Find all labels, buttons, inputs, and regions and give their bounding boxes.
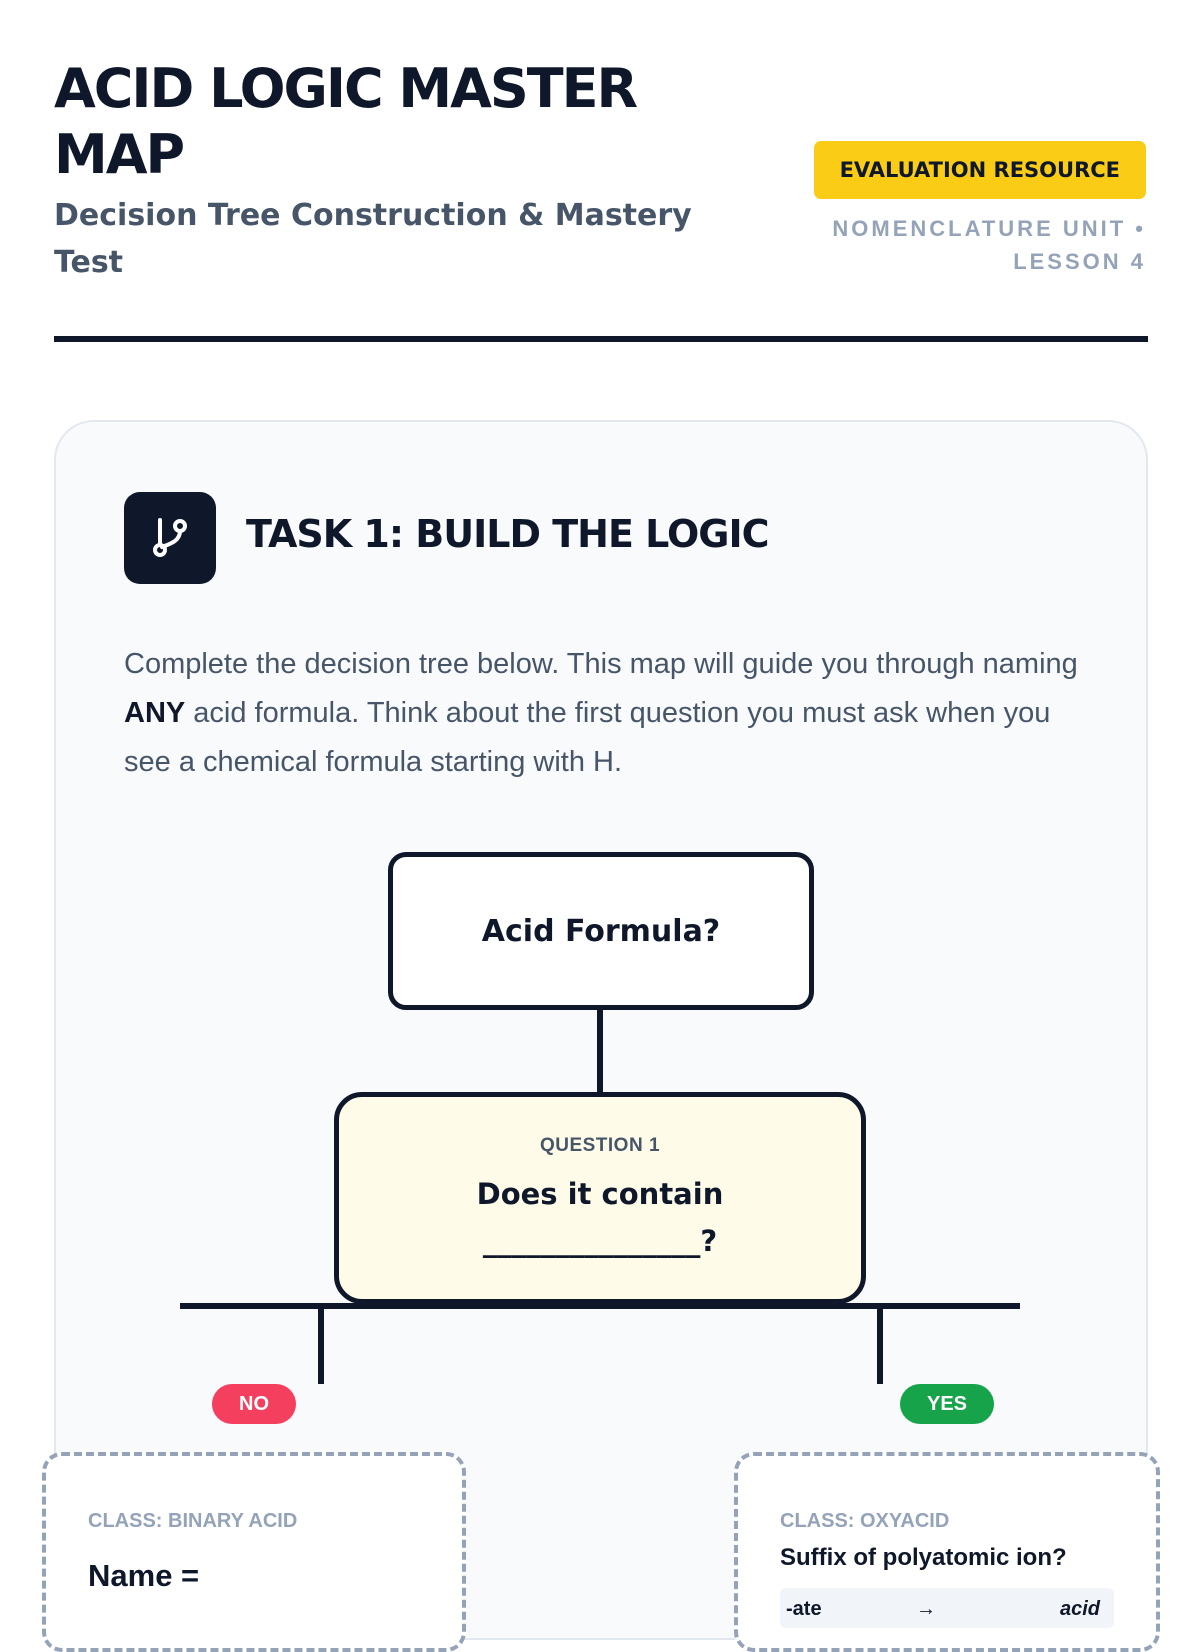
- connector-start-question: [597, 1010, 603, 1094]
- header-divider: [54, 336, 1148, 342]
- binary-acid-box: [42, 1452, 466, 1652]
- evaluation-badge: EVALUATION RESOURCE: [814, 141, 1146, 199]
- connector-yes: [877, 1306, 883, 1384]
- branch-connector: [180, 1303, 1020, 1309]
- binary-acid-class-label: CLASS: BINARY ACID: [88, 1510, 298, 1532]
- intro-text-start: Complete the decision tree below. This map will guide you through naming: [124, 648, 1078, 680]
- page-header: [54, 56, 1146, 342]
- unit-lesson-label: [806, 212, 1146, 278]
- lesson-label: LESSON 4: [1013, 249, 1146, 274]
- question-label: QUESTION 1: [539, 1135, 661, 1156]
- suffix-rule-row: [780, 1588, 1114, 1628]
- task-title: TASK 1: BUILD THE LOGIC: [246, 512, 769, 556]
- intro-emphasis: ANY: [124, 697, 186, 729]
- no-pill: NO: [212, 1384, 296, 1424]
- page-title: ACID LOGIC MASTER MAP: [54, 57, 637, 186]
- yes-pill: YES: [900, 1384, 994, 1424]
- question-node: [334, 1092, 866, 1304]
- suffix-to: acid: [1060, 1598, 1101, 1620]
- git-branch-icon: [124, 492, 216, 584]
- question-text: [339, 1171, 861, 1265]
- oxyacid-question: Suffix of polyatomic ion?: [780, 1544, 1067, 1571]
- oxyacid-class-label: CLASS: OXYACID: [780, 1510, 950, 1532]
- unit-label: NOMENCLATURE UNIT •: [832, 216, 1146, 241]
- question-blank: _______________?: [482, 1224, 718, 1258]
- connector-no: [318, 1306, 324, 1384]
- arrow-right-icon: →: [916, 1598, 936, 1620]
- binary-acid-name: Name =: [88, 1558, 200, 1593]
- oxyacid-box: [734, 1452, 1160, 1652]
- page-subtitle: Decision Tree Construction & Mastery Test: [54, 198, 692, 280]
- question-line-1: Does it contain: [476, 1177, 724, 1211]
- task-instructions: [124, 640, 1084, 787]
- start-node: Acid Formula?: [388, 852, 814, 1010]
- suffix-from: -ate: [786, 1598, 822, 1620]
- intro-text-end: acid formula. Think about the first question you must ask when you see a chemical formula starting with H.: [124, 697, 1051, 778]
